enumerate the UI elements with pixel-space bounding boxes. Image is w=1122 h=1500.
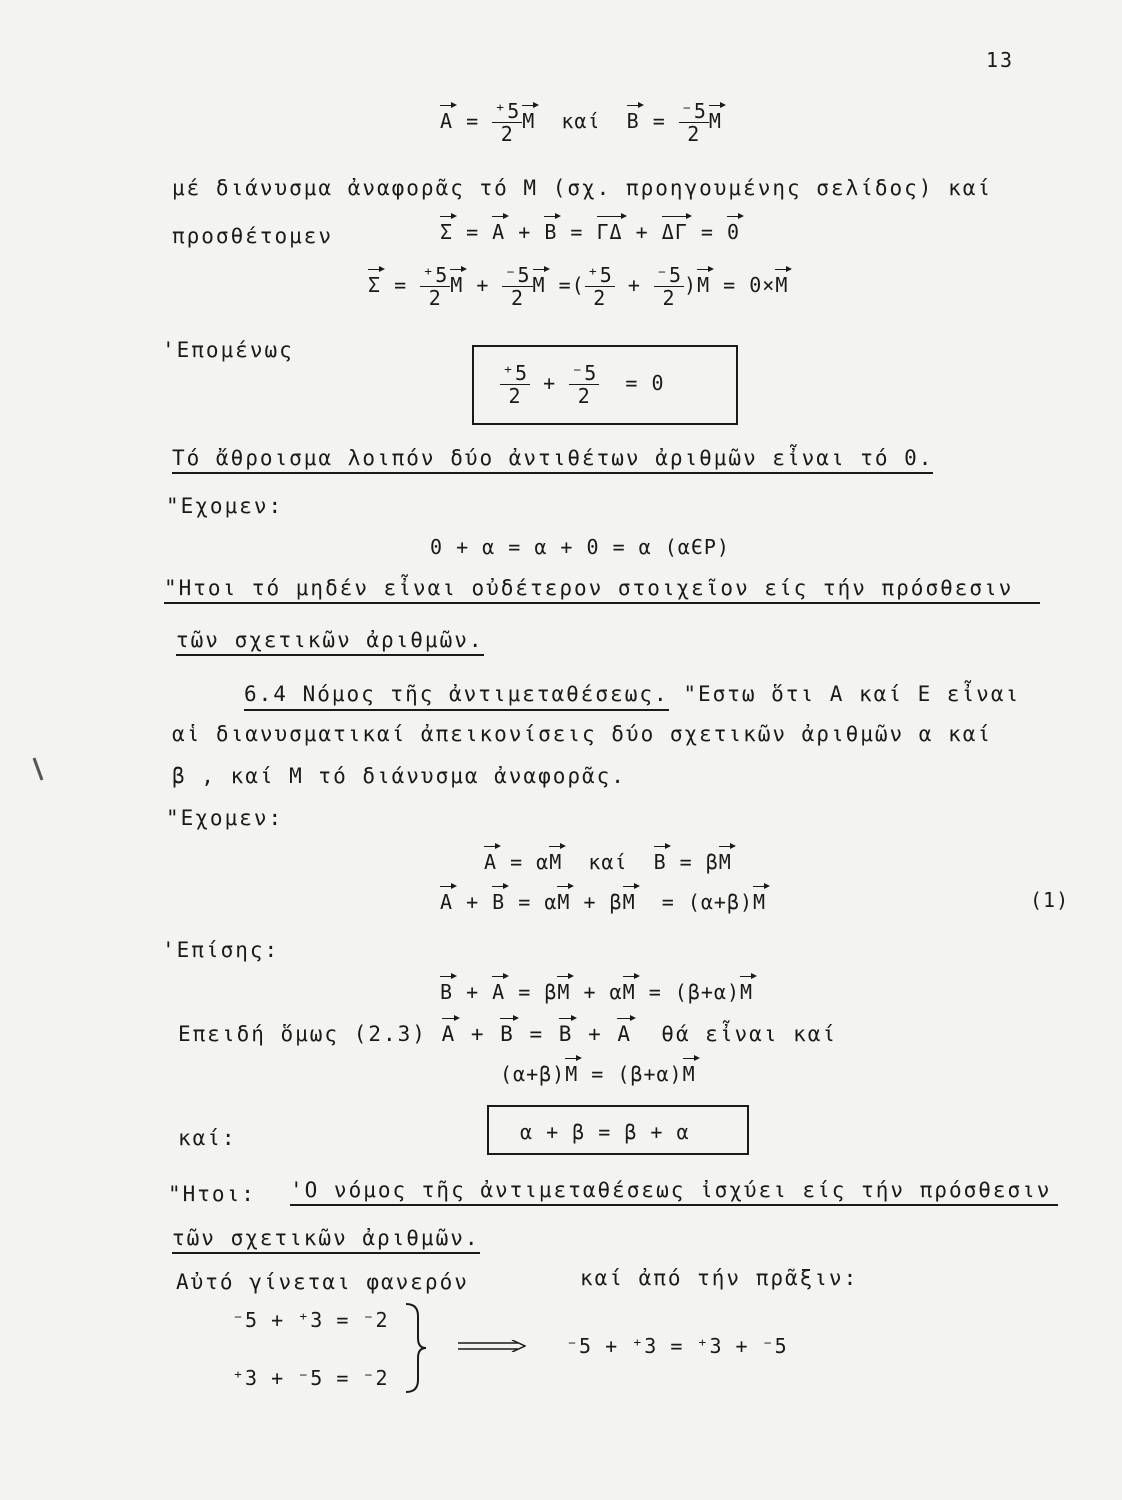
right-brace-icon bbox=[404, 1302, 426, 1394]
equation-zero-neutral: 0 + α = α + 0 = α (αЄP) bbox=[430, 535, 730, 559]
text-since: Επειδή ὅμως (2.3) A + B = B + A θά εἶναι καί bbox=[178, 1022, 838, 1046]
section-heading bbox=[244, 684, 1020, 705]
box1-equation: $\frac{^+5}{2}$ + $\frac{^-5}{2}$ = 0 bbox=[502, 361, 665, 408]
text-also: 'Επίσης: bbox=[162, 938, 280, 962]
text-we-add: προσθέτομεν bbox=[172, 224, 334, 248]
equation-sigma-1: Σ = A + B = ΓΔ + ΔΓ = 0 bbox=[440, 220, 740, 244]
text-hence: 'Επομένως bbox=[162, 338, 294, 362]
margin-mark-icon bbox=[32, 756, 46, 784]
paragraph-line-3: β , καί M τό διάνυσμα ἀναφορᾶς. bbox=[172, 764, 626, 788]
text-reference-vector: μέ διάνυσμα ἀναφορᾶς τό M (σχ. προηγουμένης σελίδος) καί bbox=[172, 176, 993, 200]
statement-zero-neutral-a: "Ητοι τό μηδέν εἶναι οὐδέτερον στοιχεῖον είς τήν πρόσθεσιν bbox=[164, 578, 1040, 604]
statement-commutative-b: τῶν σχετικῶν ἀριθμῶν. bbox=[172, 1228, 480, 1254]
equation-a-b: A = $\frac{^+5}{2}$ M καί B = $\frac{^-5}{2}$ M bbox=[440, 99, 722, 146]
box2-equation: α + β = β + α bbox=[520, 1120, 690, 1144]
page-number: 13 bbox=[986, 48, 1015, 72]
equation-definitions: A = αM καί B = βM bbox=[484, 850, 732, 874]
equation-sum-1: A + B = αM + βM = (α+β)M bbox=[440, 890, 767, 914]
statement-opposites-sum: Τό ἄθροισμα λοιπόν δύο ἀντιθέτων ἀριθμῶν εἶναι τό 0. bbox=[172, 448, 933, 474]
section-title-rest: "Εστω ὅτι A καί E εἶναι bbox=[683, 682, 1021, 706]
section-title: 6.4 Νόμος τῆς ἀντιμεταθέσεως. bbox=[244, 682, 669, 711]
equation-equal: (α+β)M = (β+α)M bbox=[500, 1062, 696, 1086]
statement-zero-neutral-b: τῶν σχετικῶν ἀριθμῶν. bbox=[176, 630, 484, 656]
text-we-have-2: "Εχομεν: bbox=[166, 806, 284, 830]
equation-sigma-2: Σ = $\frac{^+5}{2}$ M + $\frac{^-5}{2}$ M =( $\frac{^+5}{2}$ + $\frac{^-5}{2}$ )M = 0×M bbox=[368, 263, 789, 310]
statement-commutative-a: 'Ο νόμος τῆς ἀντιμεταθέσεως ἰσχύει είς τήν πρόσθεσιν bbox=[290, 1180, 1058, 1206]
example-result: ⁻5 + ⁺3 = ⁺3 + ⁻5 bbox=[566, 1334, 788, 1358]
text-practice: καί ἀπό τήν πρᾶξιν: bbox=[580, 1266, 859, 1290]
example-1: ⁻5 + ⁺3 = ⁻2 bbox=[232, 1308, 389, 1332]
equation-label-1: (1) bbox=[1030, 888, 1070, 912]
paragraph-line-2: αἱ διανυσματικαί ἀπεικονίσεις δύο σχετικῶν ἀριθμῶν α καί bbox=[172, 722, 993, 746]
example-2: ⁺3 + ⁻5 = ⁻2 bbox=[232, 1366, 389, 1390]
text-and: καί: bbox=[178, 1126, 237, 1150]
text-we-have-1: "Εχομεν: bbox=[166, 494, 284, 518]
implies-arrow-icon bbox=[458, 1340, 526, 1352]
text-ie: "Ητοι: bbox=[168, 1182, 256, 1206]
text-evident: Αὐτό γίνεται φανερόν bbox=[176, 1270, 469, 1294]
equation-sum-2: B + A = βM + αM = (β+α)M bbox=[440, 980, 754, 1004]
